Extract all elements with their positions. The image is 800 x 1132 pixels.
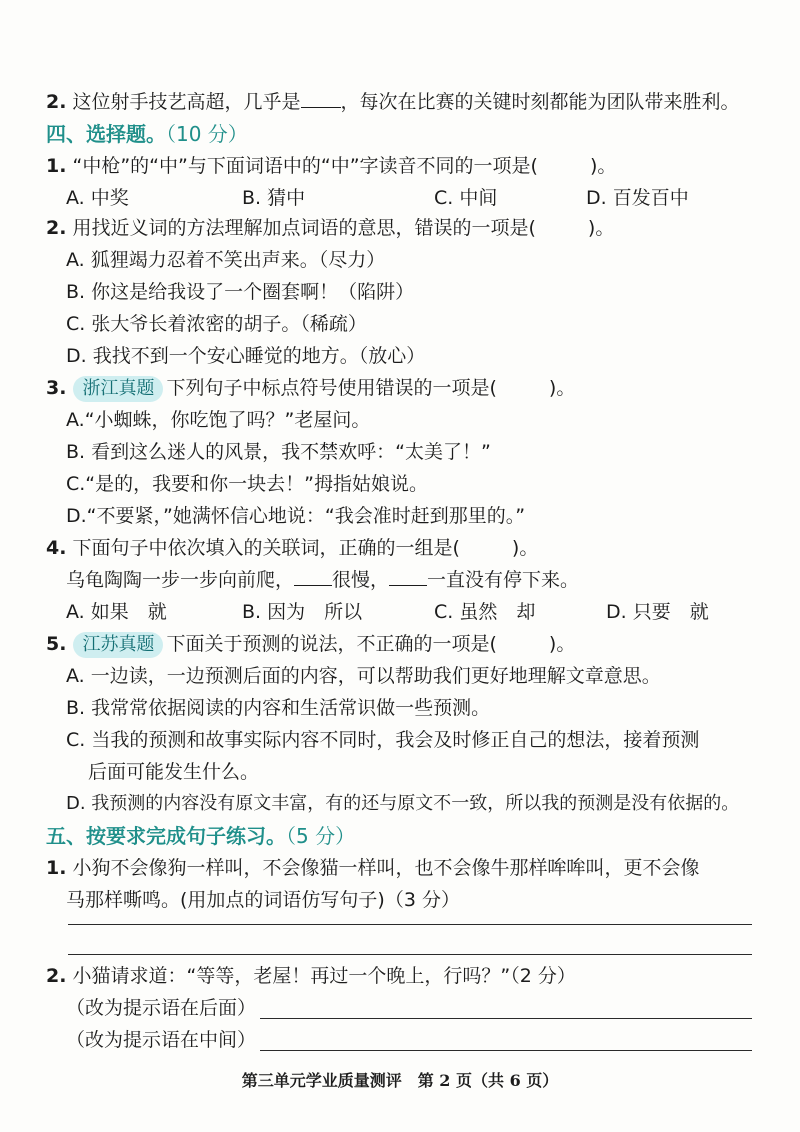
fill-question-2: [46, 88, 740, 116]
question-number: 1.: [46, 155, 67, 177]
option-d[interactable]: D. 只要 就: [606, 601, 709, 623]
section-title: 四、选择题。: [46, 122, 166, 146]
answer-blank[interactable]: [294, 567, 332, 586]
option-c[interactable]: C. 中间: [434, 187, 498, 209]
question-text: “中枪”的“中”与下面词语中的“中”字读音不同的一项是(: [72, 155, 538, 177]
q4-sentence: [66, 566, 579, 594]
choice-question-5: [46, 630, 575, 658]
answer-line[interactable]: [260, 1018, 752, 1019]
option-a[interactable]: A. 如果 就: [66, 601, 167, 623]
option-d[interactable]: D. 百发百中: [586, 187, 689, 209]
question-text: 这位射手技艺高超，几乎是: [72, 91, 301, 113]
option-a[interactable]: A. 中奖: [66, 187, 129, 209]
option-d[interactable]: D. 我找不到一个安心睡觉的地方。（放心）: [66, 345, 426, 367]
answer-line[interactable]: [68, 924, 752, 925]
sentence-part: 乌龟陶陶一步一步向前爬，: [66, 569, 295, 591]
option-d[interactable]: D.“不要紧，”她满怀信心地说：“我会准时赶到那里的。”: [66, 505, 526, 527]
source-tag: 江苏真题: [73, 632, 163, 658]
question-number: 3.: [46, 377, 67, 399]
option-b[interactable]: B. 我常常依据阅读的内容和生活常识做一些预测。: [66, 697, 491, 719]
question-number: 2.: [46, 91, 67, 113]
answer-line[interactable]: [68, 954, 752, 955]
answer-line[interactable]: [260, 1050, 752, 1051]
footer-unit: 第三单元学业质量测评: [241, 1071, 402, 1090]
question-text: 小狗不会像狗一样叫，不会像猫一样叫，也不会像牛那样哞哞叫，更不会像: [72, 857, 700, 879]
choice-question-1: [46, 152, 616, 180]
footer-page: 第 2 页（共 6 页）: [417, 1071, 559, 1090]
question-text: 小猫请求道：“等等，老屋！再过一个晚上，行吗？”（2 分）: [72, 965, 576, 987]
rewrite-hint-after: （改为提示语在后面）: [66, 997, 257, 1019]
sentence-question-1: [46, 854, 700, 882]
section-5-heading: [46, 822, 355, 850]
question-number: 4.: [46, 537, 67, 559]
option-a[interactable]: A.“小蜘蛛，你吃饱了吗？”老屋问。: [66, 409, 371, 431]
section-score: （10 分）: [166, 122, 248, 146]
sentence-part: 一直没有停下来。: [427, 569, 580, 591]
question-close: )。: [548, 377, 576, 399]
option-c-continued: 后面可能发生什么。: [88, 761, 260, 783]
option-d[interactable]: D. 我预测的内容没有原文丰富，有的还与原文不一致，所以我的预测是没有依据的。: [66, 793, 740, 814]
question-number: 5.: [46, 633, 67, 655]
option-b[interactable]: B. 因为 所以: [242, 601, 363, 623]
question-number: 2.: [46, 965, 67, 987]
question-close: )。: [589, 155, 617, 177]
sentence-part: 很慢，: [332, 569, 390, 591]
choice-question-2: [46, 214, 614, 242]
question-number: 2.: [46, 217, 67, 239]
option-b[interactable]: B. 你这是给我设了一个圈套啊！（陷阱）: [66, 281, 415, 303]
choice-question-3: [46, 374, 575, 402]
option-a[interactable]: A. 狐狸竭力忍着不笑出声来。（尽力）: [66, 249, 386, 271]
question-text: ，每次在比赛的关键时刻都能为团队带来胜利。: [340, 91, 740, 113]
option-b[interactable]: B. 猜中: [242, 187, 306, 209]
choice-question-4: [46, 534, 538, 562]
section-4-heading: [46, 120, 248, 148]
question-number: 1.: [46, 857, 67, 879]
option-c[interactable]: C.“是的，我要和你一块去！”拇指姑娘说。: [66, 473, 428, 495]
section-title: 五、按要求完成句子练习。: [46, 824, 286, 848]
option-a[interactable]: A. 一边读，一边预测后面的内容，可以帮助我们更好地理解文章意思。: [66, 665, 661, 687]
option-b[interactable]: B. 看到这么迷人的风景，我不禁欢呼：“太美了！”: [66, 441, 491, 463]
option-c[interactable]: C. 当我的预测和故事实际内容不同时，我会及时修正自己的想法，接着预测: [66, 729, 700, 751]
option-c[interactable]: C. 虽然 却: [434, 601, 536, 623]
sentence-question-2: [46, 962, 576, 990]
answer-blank[interactable]: [301, 89, 341, 108]
section-score: （5 分）: [286, 824, 356, 848]
question-text: 下面句子中依次填入的关联词，正确的一组是(: [72, 537, 460, 559]
source-tag: 浙江真题: [73, 376, 163, 402]
question-text-continued: 马那样嘶鸣。(用加点的词语仿写句子)（3 分）: [66, 889, 460, 911]
question-close: )。: [587, 217, 615, 239]
question-text: 下列句子中标点符号使用错误的一项是(: [166, 377, 497, 399]
question-text: 下面关于预测的说法，不正确的一项是(: [166, 633, 497, 655]
question-close: )。: [548, 633, 576, 655]
answer-blank[interactable]: [389, 567, 427, 586]
rewrite-hint-middle: （改为提示语在中间）: [66, 1029, 257, 1051]
page-footer: [0, 1068, 800, 1091]
question-text: 用找近义词的方法理解加点词语的意思，错误的一项是(: [72, 217, 536, 239]
question-close: )。: [511, 537, 539, 559]
option-c[interactable]: C. 张大爷长着浓密的胡子。（稀疏）: [66, 313, 367, 335]
